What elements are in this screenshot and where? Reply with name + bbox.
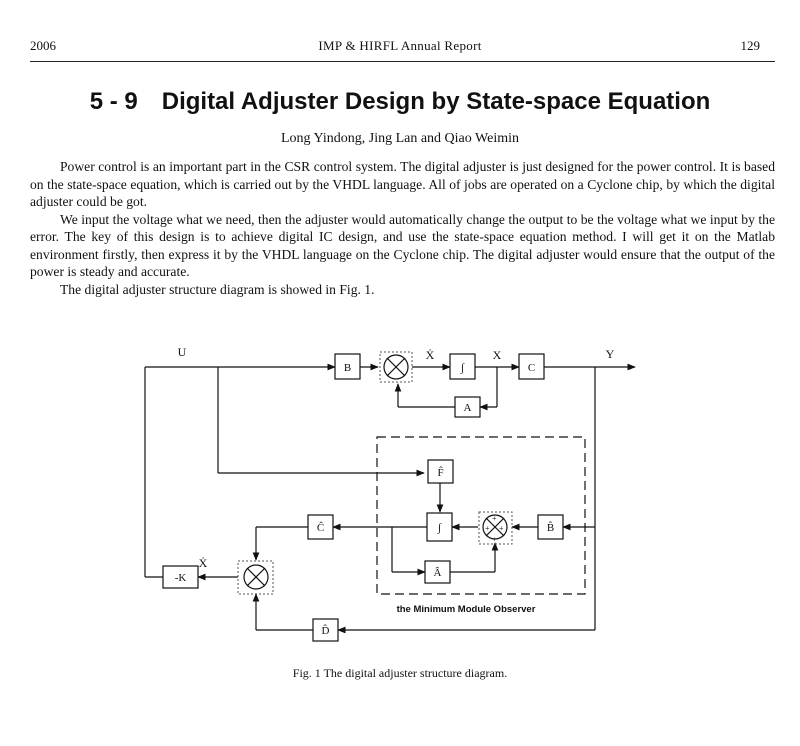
block-b-label: B [343, 362, 352, 374]
block-integrator-observer-label: ∫ [437, 522, 442, 534]
block-neg-k-label: -K [174, 572, 187, 584]
sum-junction-bottom [238, 561, 273, 594]
block-c-label: C [527, 362, 536, 374]
paragraph-2: We input the voltage what we need, then the adjuster would automatically change the output to be the voltage what we input by the error. The key of this design is to achieve digital IC design, and use the state-space equation method. I will get it on the Matlab environment firstly, then express it by the VHDL language on the Cyclone chip. The digital adjuster would ensure that the output of the power is steady and accurate. [30, 211, 775, 279]
article-title: Digital Adjuster Design by State-space Equation [161, 88, 711, 115]
adjuster-structure-diagram [130, 340, 650, 650]
block-a-hat-label: Â [433, 567, 442, 579]
label-xdot-feedback: Ẋ [198, 556, 208, 570]
svg-text:+: + [499, 524, 504, 533]
header-rule [30, 61, 775, 62]
label-x: X [492, 348, 502, 362]
article-authors: Long Yindong, Jing Lan and Qiao Weimin [280, 131, 519, 146]
svg-text:+: + [492, 514, 497, 523]
block-c-hat-label: Ĉ [316, 522, 325, 534]
block-b-hat-label: B̂ [546, 522, 555, 534]
observer-label: the Minimum Module Observer [396, 604, 536, 615]
article-title-line [0, 88, 800, 116]
label-u: U [177, 345, 187, 359]
label-xdot: Ẋ [425, 348, 435, 362]
sum-junction-observer [479, 512, 512, 544]
label-y: Y [605, 347, 615, 361]
article-body [30, 158, 775, 298]
svg-text:+: + [492, 535, 497, 544]
header-page-number: 129 [740, 38, 760, 53]
block-f-hat-label: F̂ [437, 467, 444, 479]
block-integrator-label: ∫ [460, 362, 465, 374]
sum-junction-top [380, 352, 412, 382]
header-year: 2006 [30, 38, 56, 53]
svg-text:+: + [485, 524, 490, 533]
block-a-label: A [463, 402, 472, 414]
header-journal: IMP & HIRFL Annual Report [318, 38, 482, 53]
block-d-hat-label: D̂ [321, 625, 330, 637]
paragraph-3: The digital adjuster structure diagram is showed in Fig. 1. [60, 281, 375, 297]
figure-caption: Fig. 1 The digital adjuster structure diagram. [292, 666, 508, 680]
paragraph-1: Power control is an important part in the CSR control system. The digital adjuster is just designed for the power control. It is based on the state-space equation, which is carried out by the VHDL language. All of jobs are operated on a Cyclone chip, by which the digital adjuster could be got. [30, 159, 775, 209]
article-number: 5 - 9 [89, 88, 138, 115]
